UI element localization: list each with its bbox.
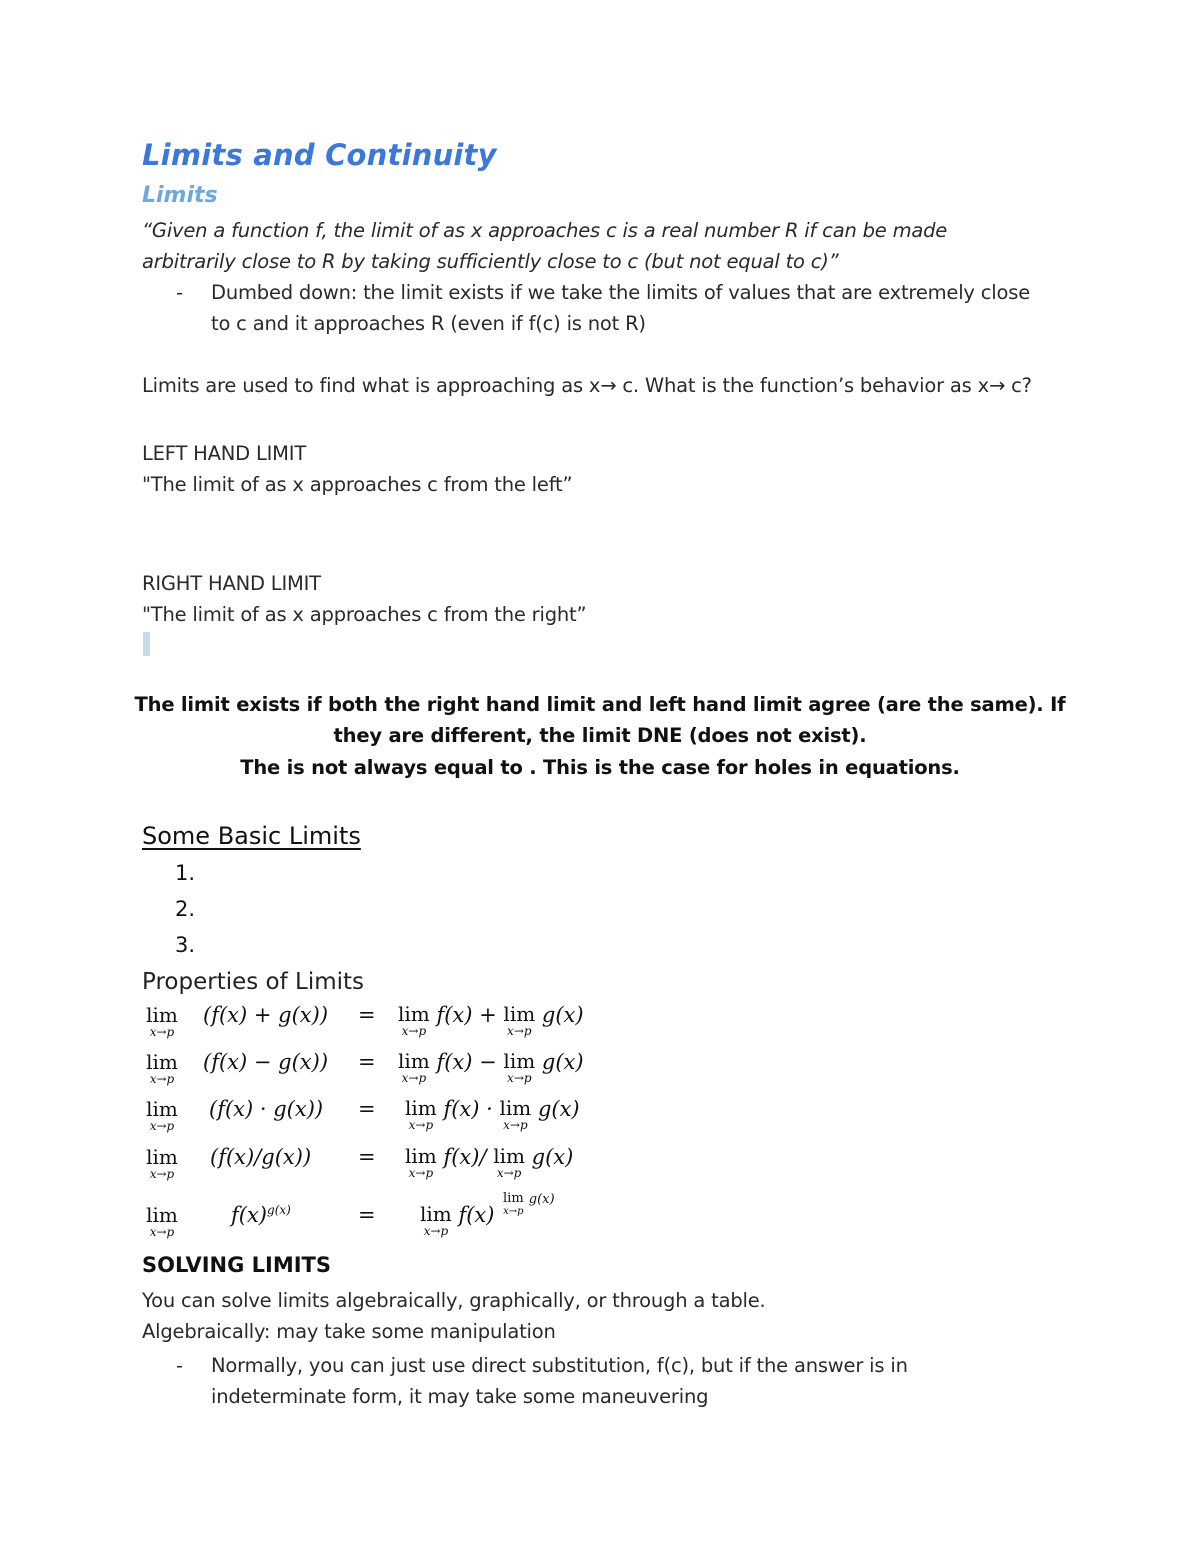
dumbed-down-line-1: Dumbed down: the limit exists if we take the limits of values that are extremely close xyxy=(211,281,1030,304)
dumbed-down-line-2: to c and it approaches R (even if f(c) is not R) xyxy=(211,312,646,335)
basic-limits-heading: Some Basic Limits xyxy=(142,822,361,850)
list-item: 1. xyxy=(175,861,196,885)
solving-heading: SOLVING LIMITS xyxy=(142,1253,332,1277)
solving-bullet-line-2: indeterminate form, it may take some maneuvering xyxy=(211,1385,709,1408)
formula-rhs: lim x→p f(x) xyxy=(420,1202,495,1238)
right-hand-quote: "The limit of as x approaches c from the right” xyxy=(142,603,587,626)
solving-line-2: Algebraically: may take some manipulation xyxy=(142,1320,556,1343)
solving-bullet-line-1: Normally, you can just use direct substitution, f(c), but if the answer is in xyxy=(211,1354,908,1377)
left-hand-quote: "The limit of as x approaches c from the left” xyxy=(142,473,573,496)
properties-heading: Properties of Limits xyxy=(142,969,365,995)
list-item: 2. xyxy=(175,897,196,921)
formula-rhs: lim x→p f(x) − lim x→p g(x) xyxy=(398,1049,584,1085)
left-hand-heading: LEFT HAND LIMIT xyxy=(142,442,307,465)
conclusion-line-3: The is not always equal to . This is the case for holes in equations. xyxy=(240,756,960,779)
section-subtitle: Limits xyxy=(142,183,218,208)
formula-rhs: lim x→p f(x) + lim x→p g(x) xyxy=(398,1002,584,1038)
formula-lhs: (f(x) · g(x)) xyxy=(209,1097,324,1121)
equals-sign: = xyxy=(358,1097,376,1121)
solving-line-1: You can solve limits algebraically, graphically, or through a table. xyxy=(142,1289,766,1312)
page-title: Limits and Continuity xyxy=(142,138,497,172)
equals-sign: = xyxy=(358,1145,376,1169)
definition-line-2: arbitrarily close to R by taking sufficiently close to c (but not equal to c)” xyxy=(142,250,839,273)
bullet-dash: - xyxy=(176,1354,184,1377)
usage-text: Limits are used to find what is approaching as x→ c. What is the function’s behavior as x→ c? xyxy=(142,374,1032,397)
formula-lhs: $f(x)^{g(x)}$ xyxy=(231,1203,291,1227)
conclusion-line-1: The limit exists if both the right hand limit and left hand limit agree (are the same). If xyxy=(134,693,1066,716)
conclusion-line-2: they are different, the limit DNE (does not exist). xyxy=(333,724,867,747)
list-item: 3. xyxy=(175,933,196,957)
equals-sign: = xyxy=(358,1003,376,1027)
lim-operator: lim x→p xyxy=(146,1097,178,1133)
exponent-limit: lim x→p $^{g(x)}$ xyxy=(503,1191,555,1217)
definition-line-1: “Given a function f, the limit of as x approaches c is a real number R if can be made xyxy=(142,219,948,242)
lim-operator: lim x→p xyxy=(146,1050,178,1086)
formula-rhs: lim x→p f(x)/ lim x→p g(x) xyxy=(405,1144,574,1180)
bullet-dash: - xyxy=(176,281,184,304)
formula-lhs: (f(x)/g(x)) xyxy=(210,1145,312,1169)
formula-lhs: (f(x) + g(x)) xyxy=(203,1003,329,1027)
right-hand-heading: RIGHT HAND LIMIT xyxy=(142,572,321,595)
lim-operator: lim x→p xyxy=(146,1203,178,1239)
equals-sign: = xyxy=(358,1203,376,1227)
equals-sign: = xyxy=(358,1050,376,1074)
formula-rhs: lim x→p f(x) · lim x→p g(x) xyxy=(405,1096,580,1132)
lim-operator: lim x→p xyxy=(146,1145,178,1181)
text-cursor-highlight xyxy=(143,632,150,656)
formula-lhs: (f(x) − g(x)) xyxy=(203,1050,329,1074)
lim-operator: lim x→p xyxy=(146,1003,178,1039)
